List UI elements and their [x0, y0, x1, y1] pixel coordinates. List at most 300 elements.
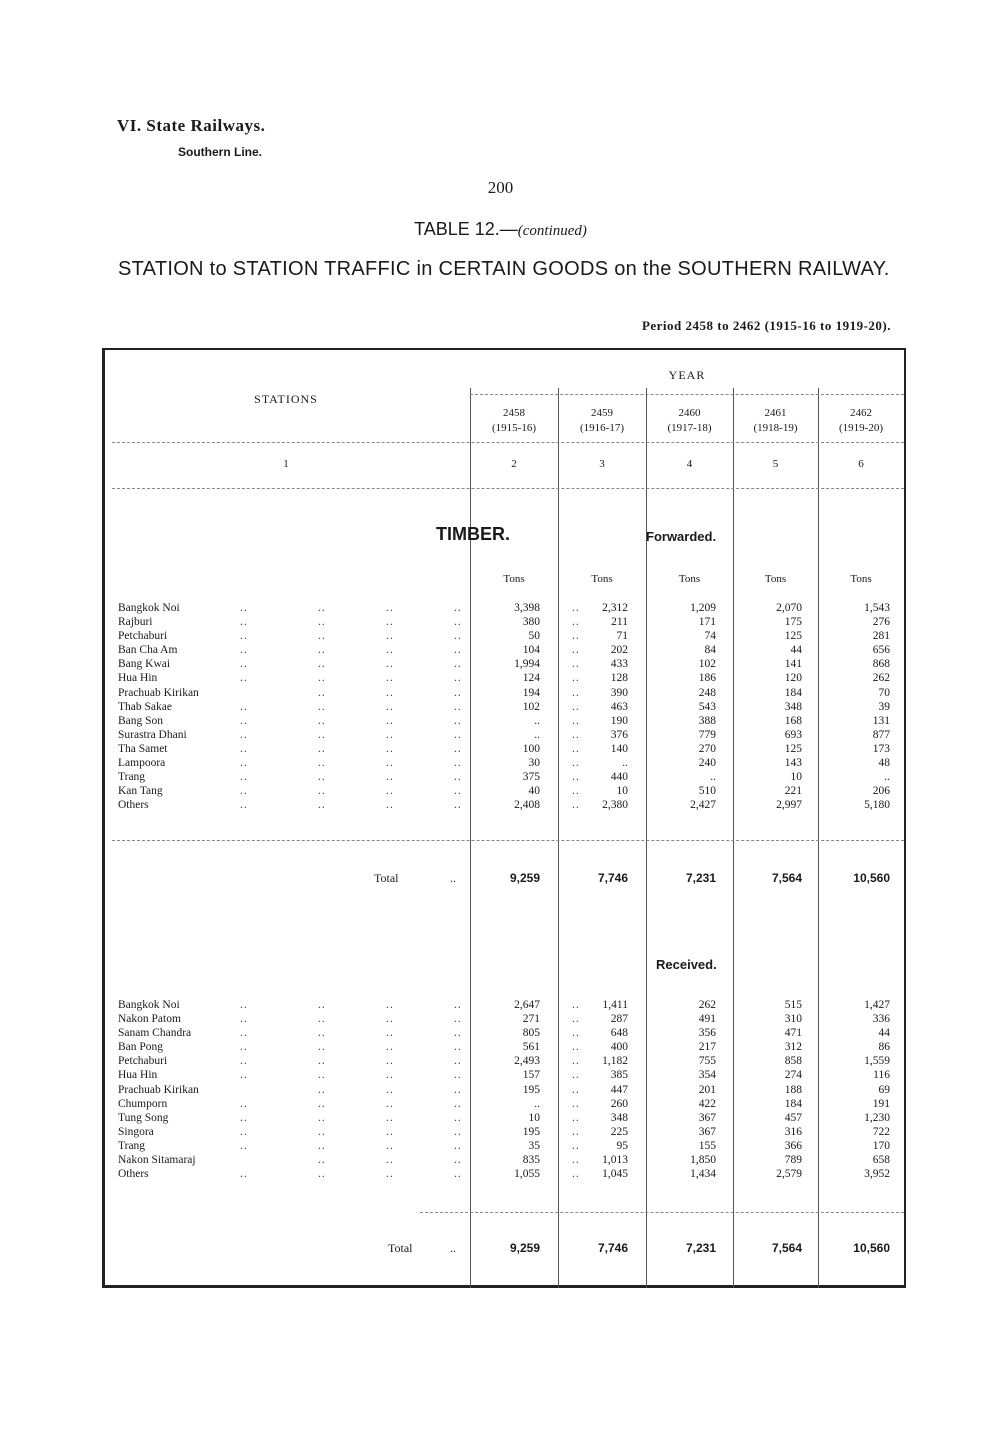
- value-cell: 194: [522, 686, 540, 699]
- value-cell: 124: [522, 672, 540, 685]
- value-cell: 225: [610, 1125, 628, 1138]
- value-cell: 184: [784, 686, 802, 699]
- total-value: 9,259: [509, 1241, 540, 1255]
- total-value: 9,259: [509, 871, 540, 885]
- leader-dot: ..: [454, 1168, 462, 1181]
- value-cell: 1,230: [864, 1111, 890, 1124]
- total-value: 10,560: [853, 871, 890, 885]
- value-cell: ..: [710, 771, 716, 784]
- leader-dot: ..: [318, 1027, 326, 1040]
- value-cell: 171: [698, 616, 716, 629]
- value-cell: 1,994: [514, 658, 540, 671]
- leader-dot: ..: [454, 616, 462, 629]
- value-cell: 155: [698, 1139, 716, 1152]
- leader-dot: ..: [240, 1097, 248, 1110]
- leader-dot: ..: [572, 1139, 580, 1152]
- section-rule: [420, 1212, 904, 1213]
- value-cell: 100: [522, 742, 540, 755]
- value-cell: 367: [698, 1111, 716, 1124]
- value-cell: 310: [784, 1013, 802, 1026]
- leader-dot: ..: [572, 799, 580, 812]
- leader-dot: ..: [386, 1097, 394, 1110]
- leader-dot: ..: [318, 1013, 326, 1026]
- leader-dot: ..: [318, 771, 326, 784]
- value-cell: 1,209: [690, 602, 716, 614]
- station-name: Hua Hin: [118, 1069, 158, 1082]
- station-name: Tha Samet: [118, 742, 168, 755]
- station-name: Hua Hin: [118, 672, 158, 685]
- value-cell: 191: [872, 1097, 890, 1110]
- value-cell: 188: [784, 1083, 802, 1096]
- value-cell: 312: [784, 1041, 802, 1054]
- station-name: Bang Kwai: [118, 658, 171, 671]
- value-cell: 471: [784, 1027, 802, 1040]
- value-cell: 69: [878, 1083, 890, 1096]
- value-cell: 143: [784, 757, 802, 770]
- column-year-header: 2461 (1918-19): [753, 407, 798, 434]
- table-row: [118, 770, 894, 784]
- station-name: Lampoora: [118, 757, 166, 770]
- leader-dot: ..: [318, 658, 326, 671]
- leader-dot: ..: [572, 1069, 580, 1082]
- leader-dot: ..: [572, 757, 580, 770]
- leader-dot: ..: [386, 799, 394, 812]
- leader-dot: ..: [572, 742, 580, 755]
- station-name: Ban Pong: [118, 1041, 164, 1054]
- value-cell: 491: [698, 1013, 716, 1026]
- station-name: Tung Song: [118, 1111, 169, 1124]
- value-cell: 262: [698, 999, 716, 1011]
- value-cell: 367: [698, 1125, 716, 1138]
- leader-dot: ..: [240, 799, 248, 812]
- station-name: Prachuab Kirikan: [118, 1083, 199, 1096]
- value-cell: 173: [872, 742, 890, 755]
- leader-dot: ..: [572, 771, 580, 784]
- forwarded-heading: Forwarded.: [646, 529, 717, 544]
- table-row: [118, 1111, 894, 1125]
- table-row: [118, 601, 894, 615]
- leader-dot: ..: [386, 700, 394, 713]
- unit-label: Tons: [764, 573, 787, 585]
- value-cell: 1,434: [690, 1168, 716, 1181]
- leader-dot: ..: [318, 686, 326, 699]
- total-value: 7,231: [685, 871, 716, 885]
- leader-dot: ..: [240, 630, 248, 643]
- value-cell: 128: [610, 672, 628, 685]
- table-row: [118, 1054, 894, 1068]
- table-title: [0, 219, 1001, 240]
- station-name: Kan Tang: [118, 785, 163, 798]
- value-cell: 390: [610, 686, 628, 699]
- station-name: Bangkok Noi: [118, 999, 180, 1011]
- leader-dot: ..: [318, 785, 326, 798]
- page-number: 200: [487, 178, 514, 197]
- station-name: Others: [118, 1168, 149, 1181]
- value-cell: 3,398: [514, 602, 540, 614]
- value-cell: 125: [784, 630, 802, 643]
- value-cell: 877: [872, 728, 890, 741]
- value-cell: 116: [873, 1069, 890, 1082]
- leader-dot: ..: [318, 1111, 326, 1124]
- value-cell: 1,182: [602, 1055, 628, 1068]
- leader-dot: ..: [572, 658, 580, 671]
- station-name: Singora: [118, 1125, 154, 1138]
- commodity-heading: TIMBER.: [436, 524, 510, 544]
- value-cell: 1,013: [602, 1154, 628, 1167]
- leader-dot: ..: [240, 714, 248, 727]
- value-cell: 104: [522, 644, 540, 657]
- leader-dot: ..: [386, 728, 394, 741]
- table-row: [118, 615, 894, 629]
- leader-dot: ..: [572, 672, 580, 685]
- leader-dot: ..: [454, 630, 462, 643]
- leader-dot: ..: [240, 771, 248, 784]
- leader-dot: ..: [318, 616, 326, 629]
- leader-dot: ..: [572, 616, 580, 629]
- leader-dot: ..: [318, 999, 326, 1011]
- leader-dot: ..: [386, 1013, 394, 1026]
- leader-dot: ..: [240, 785, 248, 798]
- leader-dot: ..: [386, 771, 394, 784]
- leader-dot: ..: [318, 1083, 326, 1096]
- station-name: Rajburi: [118, 616, 153, 629]
- total-leader: ..: [450, 871, 456, 885]
- leader-dot: ..: [572, 1097, 580, 1110]
- leader-dot: ..: [386, 757, 394, 770]
- station-name: Ban Cha Am: [118, 644, 178, 657]
- leader-dot: ..: [454, 1069, 462, 1082]
- station-name: Bang Son: [118, 714, 164, 727]
- station-name: Trang: [118, 1139, 146, 1152]
- value-cell: 170: [872, 1139, 890, 1152]
- leader-dot: ..: [386, 1069, 394, 1082]
- leader-dot: ..: [240, 1013, 248, 1026]
- total-leader: ..: [450, 1241, 456, 1255]
- value-cell: 515: [784, 999, 802, 1011]
- value-cell: 648: [610, 1027, 628, 1040]
- value-cell: ..: [622, 757, 628, 770]
- value-cell: 376: [610, 728, 628, 741]
- leader-dot: ..: [318, 1055, 326, 1068]
- value-cell: 262: [872, 672, 890, 685]
- leader-dot: ..: [572, 630, 580, 643]
- header-rule: [112, 488, 904, 489]
- leader-dot: ..: [572, 644, 580, 657]
- value-cell: 10: [790, 771, 802, 784]
- value-cell: 1,045: [602, 1168, 628, 1181]
- leader-dot: ..: [318, 742, 326, 755]
- value-cell: 95: [616, 1139, 628, 1152]
- value-cell: 858: [784, 1055, 802, 1068]
- value-cell: 201: [698, 1083, 716, 1096]
- column-year-header: 2462 (1919-20): [839, 407, 883, 434]
- unit-label: Tons: [591, 573, 613, 585]
- value-cell: 789: [784, 1154, 802, 1167]
- leader-dot: ..: [572, 1168, 580, 1181]
- value-cell: 348: [610, 1111, 628, 1124]
- total-value: 10,560: [853, 1241, 890, 1255]
- leader-dot: ..: [572, 785, 580, 798]
- table-row: [118, 643, 894, 657]
- value-cell: 2,493: [514, 1055, 540, 1068]
- leader-dot: ..: [386, 1055, 394, 1068]
- value-cell: 217: [698, 1041, 716, 1054]
- value-cell: 658: [872, 1154, 890, 1167]
- value-cell: 184: [784, 1097, 802, 1110]
- leader-dot: ..: [318, 1125, 326, 1138]
- leader-dot: ..: [318, 799, 326, 812]
- value-cell: 779: [698, 728, 716, 741]
- leader-dot: ..: [240, 1027, 248, 1040]
- leader-dot: ..: [318, 1069, 326, 1082]
- leader-dot: ..: [454, 999, 462, 1011]
- unit-label: Tons: [678, 573, 701, 585]
- table-row: [118, 784, 894, 798]
- header-rule: [112, 442, 904, 443]
- leader-dot: ..: [386, 672, 394, 685]
- station-name: Nakon Patom: [118, 1013, 181, 1026]
- leader-dot: ..: [318, 672, 326, 685]
- table-row: [118, 671, 894, 685]
- table-row: [118, 1026, 894, 1040]
- total-value: 7,564: [771, 871, 802, 885]
- leader-dot: ..: [386, 999, 394, 1011]
- value-cell: 10: [616, 785, 628, 798]
- leader-dot: ..: [454, 799, 462, 812]
- table-row: [118, 1167, 894, 1181]
- value-cell: 271: [522, 1013, 540, 1026]
- value-cell: 102: [522, 700, 540, 713]
- value-cell: 274: [784, 1069, 802, 1082]
- leader-dot: ..: [240, 728, 248, 741]
- value-cell: 316: [784, 1125, 802, 1138]
- total-label: Total: [374, 871, 399, 885]
- value-cell: 2,579: [776, 1168, 802, 1181]
- table-row: [118, 700, 894, 714]
- leader-dot: ..: [454, 728, 462, 741]
- total-value: 7,231: [685, 1241, 716, 1255]
- leader-dot: ..: [386, 1125, 394, 1138]
- table-row: [118, 742, 894, 756]
- value-cell: ..: [534, 728, 540, 741]
- value-cell: 561: [522, 1041, 540, 1054]
- value-cell: 206: [872, 785, 890, 798]
- forwarded-rows: [118, 601, 894, 812]
- value-cell: 240: [698, 757, 716, 770]
- leader-dot: ..: [454, 1013, 462, 1026]
- value-cell: 287: [610, 1013, 628, 1026]
- leader-dot: ..: [318, 700, 326, 713]
- value-cell: 1,055: [514, 1168, 540, 1181]
- station-name: Nakon Sitamaraj: [118, 1154, 196, 1167]
- leader-dot: ..: [454, 771, 462, 784]
- value-cell: 433: [610, 658, 628, 671]
- value-cell: 348: [784, 700, 802, 713]
- value-cell: 510: [698, 785, 716, 798]
- table-row: [118, 1125, 894, 1139]
- value-cell: 656: [872, 644, 890, 657]
- leader-dot: ..: [572, 1154, 580, 1167]
- value-cell: 447: [610, 1083, 628, 1096]
- value-cell: 50: [528, 630, 540, 643]
- leader-dot: ..: [386, 630, 394, 643]
- value-cell: 140: [610, 742, 628, 755]
- leader-dot: ..: [240, 1125, 248, 1138]
- leader-dot: ..: [386, 1111, 394, 1124]
- value-cell: 71: [616, 630, 628, 643]
- value-cell: 463: [610, 700, 628, 713]
- leader-dot: ..: [386, 1168, 394, 1181]
- leader-dot: ..: [454, 644, 462, 657]
- value-cell: 10: [528, 1111, 540, 1124]
- leader-dot: ..: [454, 1125, 462, 1138]
- value-cell: 44: [878, 1027, 890, 1040]
- value-cell: 141: [784, 658, 802, 671]
- station-name: Prachuab Kirikan: [118, 686, 199, 699]
- value-cell: 1,427: [864, 999, 890, 1011]
- leader-dot: ..: [572, 686, 580, 699]
- total-label: Total: [388, 1241, 413, 1255]
- station-name: Chumporn: [118, 1097, 168, 1110]
- value-cell: 157: [522, 1069, 540, 1082]
- value-cell: 120: [784, 672, 802, 685]
- value-cell: 385: [610, 1069, 628, 1082]
- leader-dot: ..: [240, 700, 248, 713]
- leader-dot: ..: [318, 1168, 326, 1181]
- value-cell: 86: [878, 1041, 890, 1054]
- value-cell: 400: [610, 1041, 628, 1054]
- value-cell: 202: [610, 644, 628, 657]
- value-cell: 74: [704, 630, 716, 643]
- value-cell: 131: [872, 714, 890, 727]
- leader-dot: ..: [318, 602, 326, 614]
- value-cell: 3,952: [864, 1168, 890, 1181]
- leader-dot: ..: [318, 1154, 326, 1167]
- station-name: Others: [118, 799, 149, 812]
- leader-dot: ..: [318, 714, 326, 727]
- value-cell: 2,997: [776, 799, 802, 812]
- leader-dot: ..: [240, 742, 248, 755]
- table-row: [118, 1097, 894, 1111]
- value-cell: 5,180: [864, 799, 890, 812]
- leader-dot: ..: [240, 757, 248, 770]
- leader-dot: ..: [386, 1083, 394, 1096]
- stations-label: STATIONS: [254, 392, 318, 406]
- value-cell: 375: [522, 771, 540, 784]
- value-cell: 102: [698, 658, 716, 671]
- leader-dot: ..: [240, 644, 248, 657]
- value-cell: 2,070: [776, 602, 802, 614]
- table-row: [118, 1040, 894, 1054]
- value-cell: 175: [784, 616, 802, 629]
- value-cell: 422: [698, 1097, 716, 1110]
- year-label: YEAR: [668, 368, 706, 382]
- section-rule: [112, 840, 904, 841]
- column-number: 2: [511, 458, 517, 470]
- total-value: 7,564: [771, 1241, 802, 1255]
- leader-dot: ..: [572, 714, 580, 727]
- leader-dot: ..: [454, 714, 462, 727]
- value-cell: 805: [522, 1027, 540, 1040]
- total-value: 7,746: [597, 1241, 628, 1255]
- value-cell: 40: [528, 785, 540, 798]
- value-cell: ..: [534, 1097, 540, 1110]
- leader-dot: ..: [454, 1111, 462, 1124]
- leader-dot: ..: [572, 1083, 580, 1096]
- received-heading: Received.: [656, 957, 717, 972]
- leader-dot: ..: [240, 1055, 248, 1068]
- value-cell: 693: [784, 728, 802, 741]
- value-cell: 868: [872, 658, 890, 671]
- value-cell: ..: [884, 771, 890, 784]
- value-cell: 457: [784, 1111, 802, 1124]
- column-number: 4: [686, 458, 693, 470]
- value-cell: 2,312: [602, 602, 628, 614]
- leader-dot: ..: [572, 728, 580, 741]
- leader-dot: ..: [454, 658, 462, 671]
- leader-dot: ..: [318, 1139, 326, 1152]
- leader-dot: ..: [454, 1097, 462, 1110]
- leader-dot: ..: [386, 714, 394, 727]
- leader-dot: ..: [454, 672, 462, 685]
- value-cell: 366: [784, 1139, 802, 1152]
- unit-label: Tons: [503, 573, 525, 585]
- column-year-header: 2459 (1916-17): [580, 407, 624, 434]
- station-name: Petchaburi: [118, 1055, 168, 1068]
- column-number: 3: [599, 458, 605, 470]
- leader-dot: ..: [572, 700, 580, 713]
- station-name: Sanam Chandra: [118, 1027, 192, 1040]
- value-cell: 2,380: [602, 799, 628, 812]
- leader-dot: ..: [454, 1055, 462, 1068]
- value-cell: 336: [872, 1013, 890, 1026]
- value-cell: 48: [878, 757, 890, 770]
- section-heading: VI. State Railways.: [117, 116, 266, 135]
- value-cell: 356: [698, 1027, 716, 1040]
- leader-dot: ..: [454, 785, 462, 798]
- value-cell: 211: [611, 616, 628, 629]
- value-cell: 380: [522, 616, 540, 629]
- value-cell: 39: [878, 700, 890, 713]
- value-cell: 186: [698, 672, 716, 685]
- value-cell: 125: [784, 742, 802, 755]
- value-cell: 44: [790, 644, 802, 657]
- leader-dot: ..: [454, 1139, 462, 1152]
- table-title-suffix: (continued): [517, 223, 587, 239]
- leader-dot: ..: [386, 1154, 394, 1167]
- leader-dot: ..: [386, 1027, 394, 1040]
- leader-dot: ..: [318, 728, 326, 741]
- value-cell: 70: [878, 686, 890, 699]
- leader-dot: ..: [572, 1013, 580, 1026]
- column-number: 1: [283, 458, 289, 470]
- leader-dot: ..: [240, 672, 248, 685]
- column-number: 5: [772, 458, 779, 470]
- table-row: [118, 798, 894, 812]
- leader-dot: ..: [240, 616, 248, 629]
- table-row: [118, 1139, 894, 1153]
- leader-dot: ..: [240, 999, 248, 1011]
- leader-dot: ..: [454, 742, 462, 755]
- table-row: [118, 629, 894, 643]
- leader-dot: ..: [240, 658, 248, 671]
- column-year-header: 2460 (1917-18): [667, 407, 712, 434]
- value-cell: 190: [610, 714, 628, 727]
- value-cell: 1,559: [864, 1055, 890, 1068]
- value-cell: 2,408: [514, 799, 540, 812]
- total-value: 7,746: [597, 871, 628, 885]
- leader-dot: ..: [318, 757, 326, 770]
